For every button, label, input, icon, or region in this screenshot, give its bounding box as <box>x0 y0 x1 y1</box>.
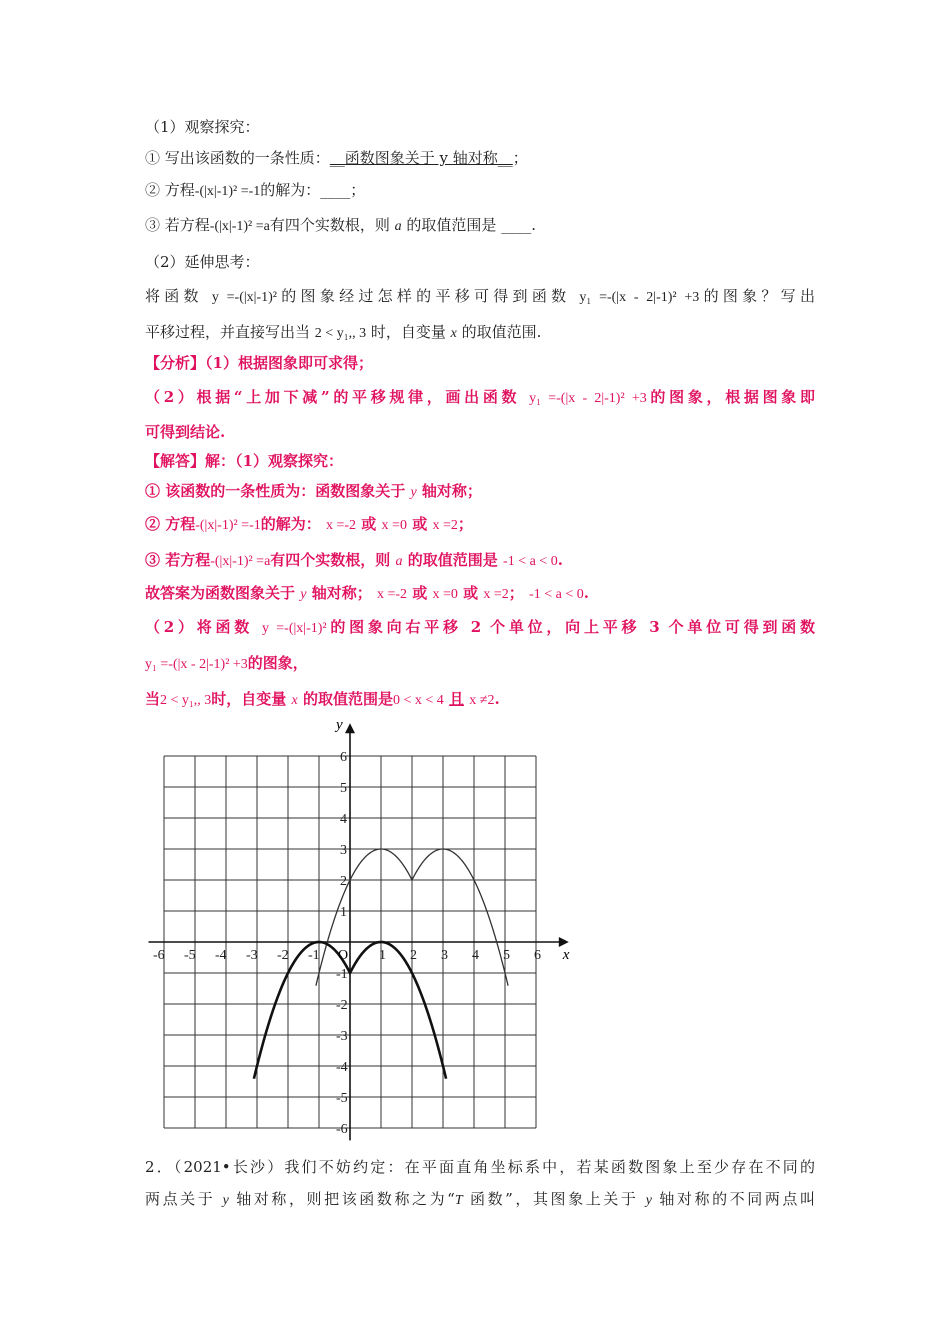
x-tick-label: 4 <box>472 948 479 963</box>
y-tick-label: 1 <box>340 905 347 920</box>
x-tick-label: 1 <box>379 948 386 963</box>
x-axis-arrow <box>559 937 569 947</box>
y-tick-label: 2 <box>340 874 347 889</box>
x-tick-label: 3 <box>441 948 448 963</box>
graph-axes <box>149 723 569 1140</box>
y-tick-label: 6 <box>340 750 347 765</box>
y-tick-label: -1 <box>336 967 348 982</box>
analysis-line-1: 【分析】（1）根据图象即可求得； <box>145 354 373 372</box>
analysis-line-3: 可得到结论. <box>145 423 226 441</box>
y-axis-label: y <box>336 718 343 734</box>
x-tick-label: -4 <box>215 948 227 963</box>
q1-item-3: ③ 若方程-(|x|-1)² =a有四个实数根，则 a 的取值范围是 ____. <box>145 216 536 234</box>
q1-item-2: ② 方程-(|x|-1)² =-1的解为：____； <box>145 181 366 199</box>
solution-heading: 【解答】解：（1）观察探究： <box>145 452 343 470</box>
q1-item1-answer: __函数图象关于 y 轴对称__ <box>329 149 513 167</box>
y-tick-label: 5 <box>340 781 347 796</box>
origin-label: O <box>338 948 349 963</box>
analysis-line-2: （2）根据“上加下减”的平移规律，画出函数 y₁ =-(|x - 2|-1)² +3的图象，根据图象即 <box>145 388 815 406</box>
q1-item-1: ① 写出该函数的一条性质：__函数图象关于 y 轴对称__； <box>145 149 528 167</box>
function-graph <box>140 718 580 1143</box>
y-axis-arrow <box>345 723 355 733</box>
q2-heading: （2）延伸思考： <box>145 253 260 271</box>
solution-3: ③ 若方程-(|x|-1)² =a有四个实数根，则 a 的取值范围是 -1 < a < 0. <box>145 551 563 569</box>
x-axis-label: x <box>562 947 570 963</box>
solution-answer: 故答案为函数图象关于 y 轴对称； x =-2 或 x =0 或 x =2； -1 < a < 0. <box>145 584 589 602</box>
y-tick-label: -3 <box>336 1029 348 1044</box>
x-tick-label: 2 <box>410 948 417 963</box>
x-tick-label: -3 <box>246 948 258 963</box>
y-tick-label: -6 <box>336 1122 348 1137</box>
x-tick-label: -5 <box>184 948 196 963</box>
solution2-line-3: 当2 < y₁,, 3时，自变量 x 的取值范围是0 < x < 4 且 x ≠2. <box>145 690 500 708</box>
q2-line-1: 将函数 y =-(|x|-1)²的图象经过怎样的平移可得到函数 y₁ =-(|x - 2|-1)² +3的图象？写出 <box>145 287 815 305</box>
x-tick-label: -6 <box>153 948 165 963</box>
solution2-line-1: （2）将函数 y =-(|x|-1)²的图象向右平移 2 个单位，向上平移 3 个单位可得到函数 <box>145 618 815 636</box>
y-tick-label: -5 <box>336 1091 348 1106</box>
y-tick-label: -4 <box>336 1060 348 1075</box>
problem2-line-2: 两点关于 y 轴对称，则把该函数称之为“T 函数”，其图象上关于 y 轴对称的不同两点叫 <box>145 1190 815 1208</box>
problem2-line-1: 2．（2021•长沙）我们不妨约定：在平面直角坐标系中，若某函数图象上至少存在不同的 <box>145 1158 815 1176</box>
x-tick-label: -1 <box>308 948 320 963</box>
solution2-line-2: y₁ =-(|x - 2|-1)² +3的图象， <box>145 654 308 672</box>
x-tick-label: 6 <box>534 948 541 963</box>
q1-heading: （1）观察探究： <box>145 118 260 136</box>
x-tick-label: 5 <box>503 948 510 963</box>
x-tick-label: -2 <box>277 948 289 963</box>
y-tick-label: 4 <box>340 812 347 827</box>
graph-tick-labels <box>153 750 541 1137</box>
solution-1: ① 该函数的一条性质为：函数图象关于 y 轴对称； <box>145 482 482 500</box>
y-tick-label: -2 <box>336 998 348 1013</box>
solution-2: ② 方程-(|x|-1)² =-1的解为： x =-2 或 x =0 或 x =2； <box>145 515 473 533</box>
y-tick-label: 3 <box>340 843 347 858</box>
q2-line-2: 平移过程，并直接写出当 2 < y₁,, 3 时，自变量 x 的取值范围. <box>145 323 542 341</box>
